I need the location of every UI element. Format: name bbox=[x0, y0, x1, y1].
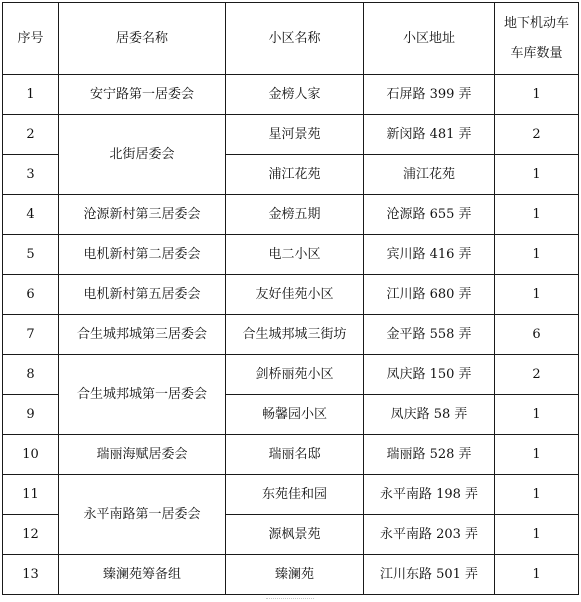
cell-no: 1 bbox=[3, 75, 59, 115]
cell-address: 凤庆路 58 弄 bbox=[364, 395, 495, 435]
cell-no: 11 bbox=[3, 475, 59, 515]
cell-committee: 合生城邦城第三居委会 bbox=[59, 315, 226, 355]
cell-address: 瑞丽路 528 弄 bbox=[364, 435, 495, 475]
cell-no: 7 bbox=[3, 315, 59, 355]
cell-no: 13 bbox=[3, 555, 59, 595]
cell-address: 金平路 558 弄 bbox=[364, 315, 495, 355]
cell-no: 9 bbox=[3, 395, 59, 435]
header-garage-line1: 地下机动车 bbox=[503, 15, 569, 31]
table-row bbox=[3, 555, 579, 595]
header-address: 小区地址 bbox=[364, 3, 495, 75]
cell-community: 臻澜苑 bbox=[226, 555, 364, 595]
cell-address: 浦江花苑 bbox=[364, 155, 495, 195]
cell-address: 新闵路 481 弄 bbox=[364, 115, 495, 155]
table-row bbox=[3, 435, 579, 475]
cell-garage: 1 bbox=[495, 435, 579, 475]
table-row bbox=[3, 315, 579, 355]
cell-community: 合生城邦城三街坊 bbox=[226, 315, 364, 355]
garage-table bbox=[2, 2, 579, 595]
cell-community: 源枫景苑 bbox=[226, 515, 364, 555]
page-edge-marker bbox=[266, 598, 314, 602]
header-committee: 居委名称 bbox=[59, 3, 226, 75]
cell-community: 星河景苑 bbox=[226, 115, 364, 155]
cell-address: 宾川路 416 弄 bbox=[364, 235, 495, 275]
cell-garage: 1 bbox=[495, 235, 579, 275]
cell-committee: 瑞丽海赋居委会 bbox=[59, 435, 226, 475]
cell-address: 沧源路 655 弄 bbox=[364, 195, 495, 235]
table-row bbox=[3, 195, 579, 235]
table-row bbox=[3, 475, 579, 515]
cell-no: 2 bbox=[3, 115, 59, 155]
cell-committee: 电机新村第五居委会 bbox=[59, 275, 226, 315]
cell-no: 12 bbox=[3, 515, 59, 555]
cell-no: 5 bbox=[3, 235, 59, 275]
cell-committee: 北街居委会 bbox=[59, 115, 226, 195]
cell-committee: 永平南路第一居委会 bbox=[59, 475, 226, 555]
cell-community: 畅馨园小区 bbox=[226, 395, 364, 435]
cell-community: 瑞丽名邸 bbox=[226, 435, 364, 475]
cell-no: 4 bbox=[3, 195, 59, 235]
cell-committee: 电机新村第二居委会 bbox=[59, 235, 226, 275]
cell-committee: 合生城邦城第一居委会 bbox=[59, 355, 226, 435]
cell-address: 石屏路 399 弄 bbox=[364, 75, 495, 115]
cell-garage: 6 bbox=[495, 315, 579, 355]
header-no: 序号 bbox=[3, 3, 59, 75]
cell-garage: 1 bbox=[495, 275, 579, 315]
cell-no: 6 bbox=[3, 275, 59, 315]
cell-community: 金榜五期 bbox=[226, 195, 364, 235]
header-garage-line2: 车库数量 bbox=[510, 45, 563, 61]
cell-community: 剑桥丽苑小区 bbox=[226, 355, 364, 395]
header-community: 小区名称 bbox=[226, 3, 364, 75]
table-row bbox=[3, 275, 579, 315]
table-row bbox=[3, 115, 579, 155]
cell-garage: 1 bbox=[495, 75, 579, 115]
cell-community: 东苑佳和园 bbox=[226, 475, 364, 515]
cell-address: 江川路 680 弄 bbox=[364, 275, 495, 315]
table-row bbox=[3, 75, 579, 115]
cell-community: 金榜人家 bbox=[226, 75, 364, 115]
cell-committee: 安宁路第一居委会 bbox=[59, 75, 226, 115]
cell-address: 永平南路 203 弄 bbox=[364, 515, 495, 555]
cell-garage: 1 bbox=[495, 195, 579, 235]
cell-garage: 1 bbox=[495, 475, 579, 515]
cell-community: 友好佳苑小区 bbox=[226, 275, 364, 315]
cell-garage: 1 bbox=[495, 555, 579, 595]
cell-no: 8 bbox=[3, 355, 59, 395]
cell-address: 江川东路 501 弄 bbox=[364, 555, 495, 595]
cell-garage: 1 bbox=[495, 395, 579, 435]
cell-garage: 2 bbox=[495, 115, 579, 155]
header-garage-count bbox=[495, 3, 579, 75]
cell-garage: 1 bbox=[495, 515, 579, 555]
cell-committee: 沧源新村第三居委会 bbox=[59, 195, 226, 235]
table-row bbox=[3, 355, 579, 395]
cell-address: 永平南路 198 弄 bbox=[364, 475, 495, 515]
cell-community: 浦江花苑 bbox=[226, 155, 364, 195]
cell-garage: 2 bbox=[495, 355, 579, 395]
cell-no: 3 bbox=[3, 155, 59, 195]
cell-garage: 1 bbox=[495, 155, 579, 195]
table-row bbox=[3, 235, 579, 275]
header-row bbox=[3, 3, 579, 75]
cell-address: 凤庆路 150 弄 bbox=[364, 355, 495, 395]
cell-community: 电二小区 bbox=[226, 235, 364, 275]
cell-no: 10 bbox=[3, 435, 59, 475]
cell-committee: 臻澜苑筹备组 bbox=[59, 555, 226, 595]
